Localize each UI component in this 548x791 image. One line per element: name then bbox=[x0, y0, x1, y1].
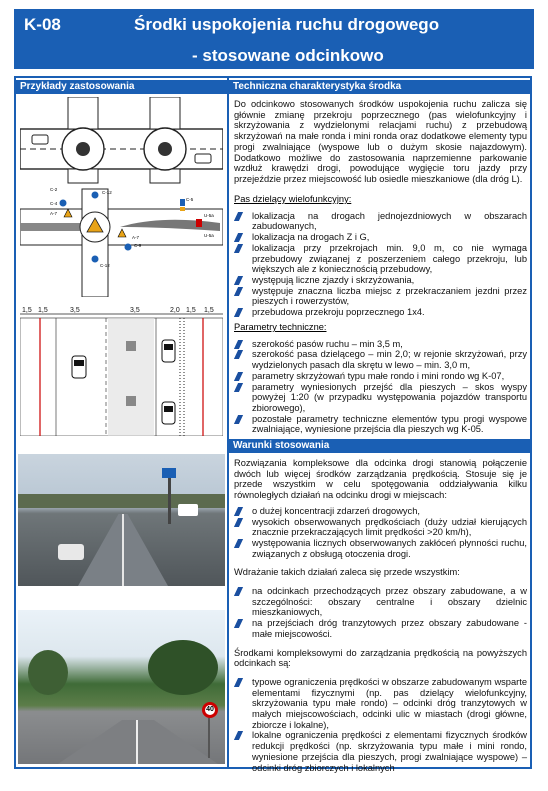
sign-label-a7: A-7 bbox=[50, 211, 58, 216]
list-item: parametry skrzyżowań typu małe rondo i mini rondo wg K-07, bbox=[234, 371, 527, 382]
list-item: lokalizacja na drogach Z i G, bbox=[234, 232, 527, 243]
dim-7: 1,5 bbox=[204, 307, 214, 314]
param-section bbox=[234, 322, 527, 435]
dim-6: 1,5 bbox=[186, 307, 196, 314]
list-item: szerokość pasa dzielącego – min 2,0; w rejonie skrzyżowań, przy wydzielonych pasach dla skrętu w lewo – min. 3,0 m, bbox=[234, 349, 527, 370]
pas-section bbox=[234, 194, 527, 318]
pas-heading: Pas dzielący wielofunkcyjny: bbox=[234, 194, 352, 204]
column-divider bbox=[227, 78, 229, 767]
road-photo-2 bbox=[18, 610, 225, 764]
list-item: lokalizacja przy przekrojach min. 9,0 m, co nie wymaga przebudowy związanej z poszerzeniem całego przekroju, lub większych ale z koniecznością przebudowy, bbox=[234, 243, 527, 275]
sign-label-c12: C-12 bbox=[102, 190, 112, 195]
list-item: na przejściach dróg tranzytowych przez obszary zabudowane - małe miejscowości. bbox=[234, 618, 527, 639]
examples-heading: Przykłady zastosowania bbox=[16, 80, 227, 94]
title-line-1: Środki uspokojenia ruchu drogowego bbox=[134, 15, 440, 34]
list-item: przebudowa przekroju poprzecznego 1x4. bbox=[234, 307, 527, 318]
dim-3: 3,5 bbox=[70, 307, 80, 314]
roundabout-diagram bbox=[20, 97, 223, 297]
list-item: lokalizacja na drogach jednojezdniowych w obszarach zabudowanych, bbox=[234, 211, 527, 232]
list-item: szerokość pasów ruchu – min 3,5 m, bbox=[234, 339, 527, 350]
tech-intro: Do odcinkowo stosowanych środków uspokojenia ruchu zalicza się głównie zmianę przekroju poprzecznego (pas wielofunkcyjny i skrzyżowania z wydzielonymi relacjami ruchu) z przebudową skrzyżowań na małe ronda i mini ronda oraz dodatkowe elementy typu progi zwalniające (wyspowe lub o dużym skosie najazdowym). Dodatkowo możliwe do zastosowania naprzemienne parkowanie wzdłuż krawędzi drogi, powodujące wygięcie toru jazdy przy przejeździe przez miejscowość lub osiedle mieszkaniowe (dla dróg L). bbox=[234, 99, 527, 184]
list-item: typowe ograniczenia prędkości w obszarze zabudowanym wsparte elementami fizycznymi (np. pas dzielący wielofunkcyjny, skrzyżowania typu małe rondo) – odcinki dróg tranzytowych w małych miejscowościach, odcinki ulic w miastach (drogi główne, zbiorcze i lokalne), bbox=[234, 677, 527, 731]
dim-5: 2,0 bbox=[170, 307, 180, 314]
complex-intro: Środkami kompleksowymi do zarządzania prędkością na powyższych odcinkach są: bbox=[234, 647, 527, 669]
list-item: o dużej koncentracji zdarzeń drogowych, bbox=[234, 506, 527, 517]
conditions-heading: Warunki stosowania bbox=[229, 439, 530, 453]
tech-heading: Techniczna charakterystyka środka bbox=[229, 80, 530, 94]
dim-4: 3,5 bbox=[130, 307, 140, 314]
cross-section-plan bbox=[20, 306, 223, 436]
sign-label-u5b: U-5a bbox=[204, 233, 214, 238]
sign-label-c4: C-4 bbox=[50, 201, 58, 206]
sign-label-u5a: U-5a bbox=[204, 213, 214, 218]
list-item: pozostałe parametry techniczne elementów typu progi wyspowe zwalniające, wyniesione przejścia dla pieszych wg K-05. bbox=[234, 414, 527, 435]
sign-label-c12b: C-12 bbox=[100, 263, 110, 268]
speed-limit-sign: 40 bbox=[202, 702, 218, 718]
list-item: występują liczne zjazdy i skrzyżowania, bbox=[234, 275, 527, 286]
content-frame bbox=[14, 76, 532, 773]
param-heading: Parametry techniczne: bbox=[234, 322, 327, 332]
road-photo-1 bbox=[18, 454, 225, 586]
title-line-2: - stosowane odcinkowo bbox=[192, 46, 384, 65]
page-header bbox=[14, 9, 534, 69]
sign-label-c9: C-9 bbox=[134, 243, 142, 248]
sign-label-c2: C-2 bbox=[50, 187, 58, 192]
list-item: występuje znaczna liczba miejsc z przekraczaniem jezdni przez pieszych i rowerzystów, bbox=[234, 286, 527, 307]
sign-label-c5: C-5 bbox=[186, 197, 194, 202]
list-item: parametry wyniesionych przejść dla pieszych – skos wyspy powyżej 1:20 (w przypadku występowania pojazdów transportu zbiorowego), bbox=[234, 382, 527, 414]
list-item: lokalne ograniczenia prędkości z elementami fizycznych środków redukcji prędkości (np. skrzyżowania typu małe i mini rondo, wyniesione przejścia dla pieszych, progi zwalniające wyspowe) – odcinki dróg zbiorczych i lokalnych bbox=[234, 730, 527, 773]
conditions-intro: Rozwiązania kompleksowe dla odcinka drogi stanowią połączenie dwóch lub więcej środków zarządzania prędkością. Stosuje się je przede wszystkim w celu spotęgowania oddziaływania kilku równoległych działań na odcinku drogi w miejscach: bbox=[234, 458, 527, 501]
sheet-code: K-08 bbox=[24, 15, 61, 34]
conditions-section bbox=[234, 458, 527, 773]
dim-2: 1,5 bbox=[38, 307, 48, 314]
list-item: występowania licznych obserwowanych zakłóceń płynności ruchu, związanych z obsługą otoczenia drogi. bbox=[234, 538, 527, 559]
list-item: wysokich obserwowanych prędkościach (duży udział kierujących znacznie przekraczających limit prędkości >20 km/h), bbox=[234, 517, 527, 538]
implementation-intro: Wdrażanie takich działań zaleca się przede wszystkim: bbox=[234, 567, 460, 578]
sign-label-a7b: A-7 bbox=[132, 235, 140, 240]
list-item: na odcinkach przechodzących przez obszary zabudowane, a w szczególności: obszary centralne i obszary dzielnic mieszkaniowych, bbox=[234, 586, 527, 618]
dim-1: 1,5 bbox=[22, 307, 32, 314]
